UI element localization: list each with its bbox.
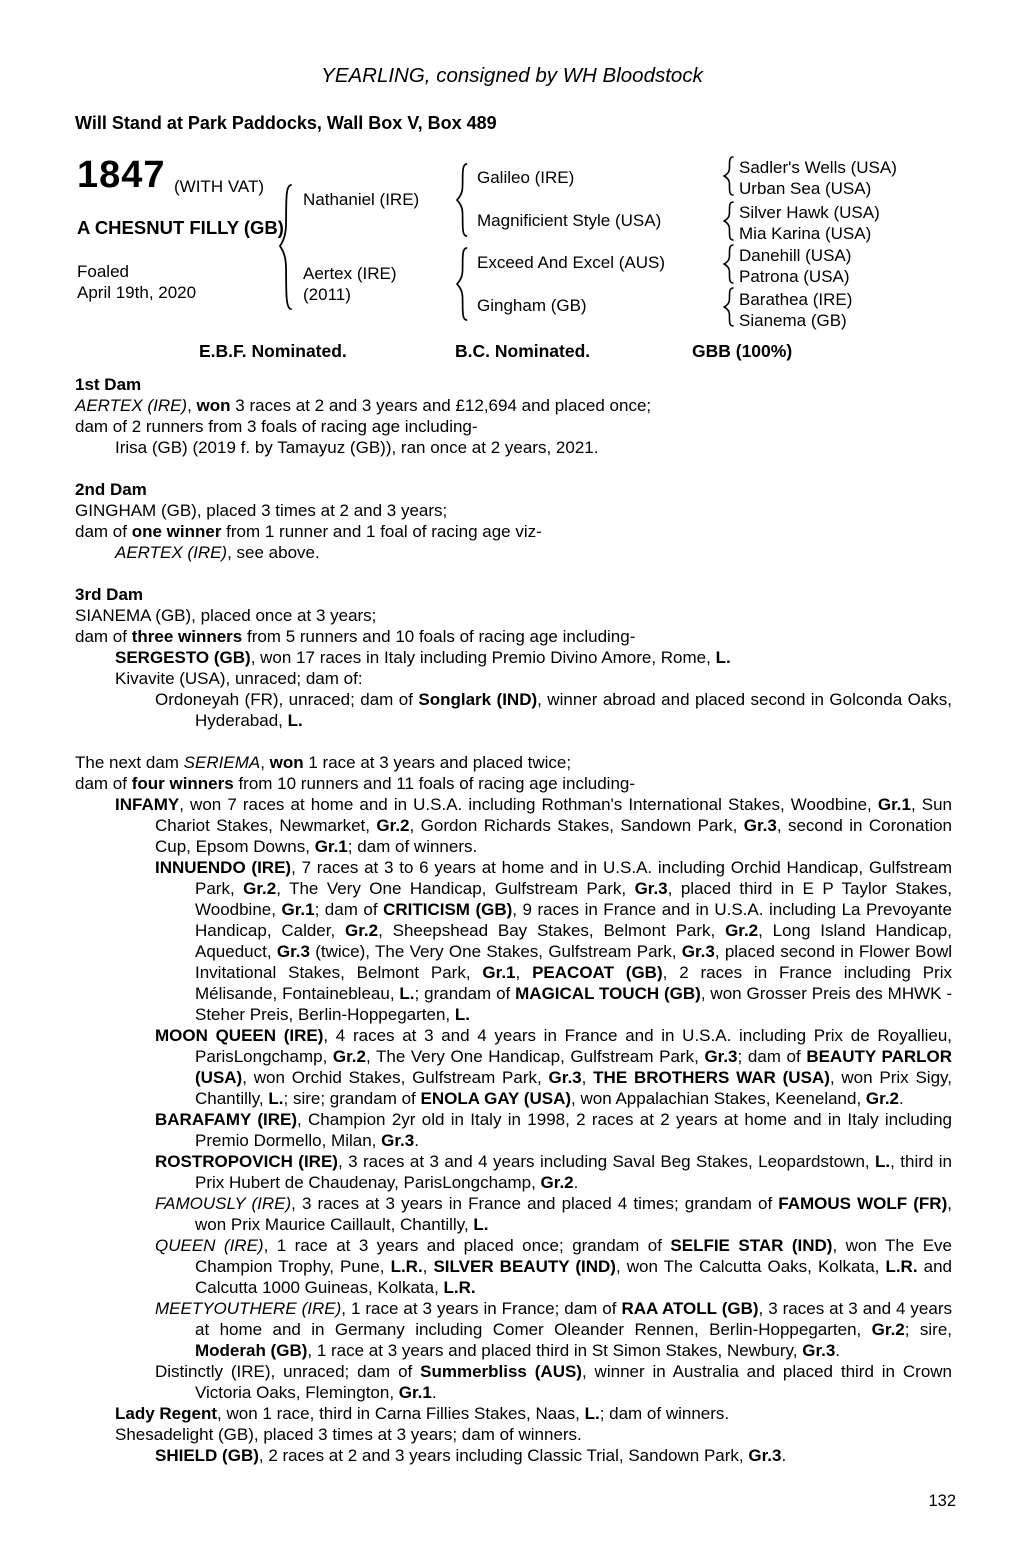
pedigree-text-segment: L. <box>715 648 731 667</box>
pedigree-text-segment: , <box>515 963 533 982</box>
grandsire-name: Galileo (IRE) <box>477 168 575 187</box>
pedigree-text-segment: , won Grosser Preis des MHWK - Steher Preis, Berlin-Hoppegarten, <box>195 984 952 1024</box>
pedigree-text-segment: , won The Calcutta Oaks, Kolkata, <box>615 1257 886 1276</box>
pedigree-text-segment: , Gordon Richards Stakes, Sandown Park, <box>409 816 744 835</box>
pedigree-paragraph <box>75 752 952 773</box>
ebf-nomination: E.B.F. Nominated. <box>199 341 347 361</box>
dam-section-heading: 2nd Dam <box>75 480 147 499</box>
pedigree-paragraph <box>75 857 952 1025</box>
pedigree-brace-icon <box>454 247 470 321</box>
pedigree-text-segment: dam of 2 runners from 3 foals of racing age including- <box>75 417 478 436</box>
pedigree-text-segment: PEACOAT (GB) <box>532 963 663 982</box>
pedigree-text-segment: RAA ATOLL (GB) <box>621 1299 759 1318</box>
great-grandparent-name: Patrona (USA) <box>739 267 850 286</box>
pedigree-text-segment: ; sire, <box>904 1320 953 1339</box>
pedigree-text-segment: INFAMY <box>115 795 180 814</box>
dam-year: (2011) <box>303 285 351 304</box>
pedigree-paragraph <box>75 1025 952 1109</box>
pedigree-text-segment: Gr.2 <box>332 1047 366 1066</box>
pedigree-text-segment: 3 races at 2 and 3 years and £12,694 and placed once; <box>230 396 652 415</box>
pedigree-text-segment: FAMOUSLY (IRE) <box>155 1194 292 1213</box>
pedigree-text-segment: Irisa (GB) (2019 f. by Tamayuz (GB)), ran once at 2 years, 2021. <box>115 438 599 457</box>
pedigree-text-segment: Gr.1 <box>482 963 516 982</box>
pedigree-text-segment: Kivavite (USA), unraced; dam of: <box>115 669 363 688</box>
pedigree-text-segment: , <box>260 753 270 772</box>
stand-location-line: Will Stand at Park Paddocks, Wall Box V, Box 489 <box>75 113 497 133</box>
pedigree-text-segment: Gr.3 <box>276 942 310 961</box>
pedigree-text-segment: L. <box>268 1089 284 1108</box>
grandsire-name: Exceed And Excel (AUS) <box>477 253 666 272</box>
pedigree-text-segment: , 3 races at 3 and 4 years including Saval Beg Stakes, Leopardstown, <box>337 1152 876 1171</box>
pedigree-text-segment: . <box>431 1383 437 1402</box>
pedigree-paragraph <box>75 647 952 668</box>
pedigree-text-segment: and Calcutta 1000 Guineas, Kolkata, <box>195 1257 952 1297</box>
pedigree-text-segment: L. <box>399 984 415 1003</box>
pedigree-text-segment: Gr.2 <box>345 921 379 940</box>
pedigree-text-segment: , won Prix Sigy, Chantilly, <box>195 1068 952 1108</box>
pedigree-brace-icon <box>721 201 735 241</box>
pedigree-text-segment: , won Appalachian Stakes, Keeneland, <box>571 1089 866 1108</box>
pedigree-text-segment: ; grandam of <box>414 984 516 1003</box>
pedigree-text-segment: , The Very One Handicap, Gulfstream Park, <box>366 1047 705 1066</box>
pedigree-text-segment: (twice), The Very One Stakes, Gulfstream Park, <box>309 942 682 961</box>
pedigree-text-segment: dam of <box>75 627 132 646</box>
pedigree-text-segment: QUEEN (IRE) <box>155 1236 264 1255</box>
pedigree-paragraph <box>75 1193 952 1235</box>
pedigree-tree <box>0 150 1024 345</box>
pedigree-text-segment: Moderah (GB) <box>195 1341 308 1360</box>
vat-note: (WITH VAT) <box>174 177 265 196</box>
pedigree-text-segment: one winner <box>131 522 222 541</box>
pedigree-text-segment: GINGHAM (GB), placed 3 times at 2 and 3 years; <box>75 501 448 520</box>
pedigree-text-segment: Gr.2 <box>725 921 759 940</box>
pedigree-text-segment: MAGICAL TOUCH (GB) <box>515 984 701 1003</box>
pedigree-text-segment: , 1 race at 3 years and placed third in St Simon Stakes, Newbury, <box>307 1341 803 1360</box>
pedigree-text-segment: , see above. <box>227 543 320 562</box>
pedigree-text-segment: SERIEMA <box>183 753 261 772</box>
pedigree-text-segment: Gr.3 <box>681 942 715 961</box>
pedigree-text-segment: MEETYOUTHERE (IRE) <box>155 1299 342 1318</box>
pedigree-paragraph <box>75 416 952 437</box>
pedigree-paragraph <box>75 1151 952 1193</box>
pedigree-text-segment: , won The Eve Champion Trophy, Pune, <box>195 1236 952 1276</box>
pedigree-text-segment: L. <box>454 1005 470 1024</box>
pedigree-text-segment: , placed third in E P Taylor Stakes, Woodbine, <box>195 879 952 919</box>
pedigree-paragraph <box>75 1403 952 1424</box>
pedigree-text-segment: Gr.3 <box>381 1131 415 1150</box>
pedigree-text-segment: Gr.1 <box>314 837 348 856</box>
pedigree-text-segment: three winners <box>131 627 243 646</box>
dam-section <box>75 374 952 458</box>
page-title: YEARLING, consigned by WH Bloodstock <box>321 64 703 87</box>
pedigree-text-segment: Gr.3 <box>634 879 668 898</box>
pedigree-text-segment: Ordoneyah (FR), unraced; dam of <box>155 690 419 709</box>
pedigree-text-segment: Gr.1 <box>281 900 315 919</box>
pedigree-text-segment: ; dam of <box>737 1047 807 1066</box>
pedigree-text-segment: THE BROTHERS WAR (USA) <box>593 1068 830 1087</box>
pedigree-text-segment: MOON QUEEN (IRE) <box>155 1026 324 1045</box>
pedigree-text-segment: , 3 races at 3 and 4 years at home and in Germany including Comer Oleander Rennen, Berlin-Hoppegarten, <box>195 1299 952 1339</box>
bc-nomination: B.C. Nominated. <box>455 341 591 361</box>
pedigree-text-segment: dam of <box>75 774 132 793</box>
pedigree-text-segment: , 2 races in France including Prix Mélisande, Fontainebleau, <box>195 963 952 1003</box>
pedigree-text-segment: ENOLA GAY (USA) <box>420 1089 572 1108</box>
pedigree-text-segment: Gr.3 <box>743 816 777 835</box>
pedigree-text-segment: SHIELD (GB) <box>155 1446 259 1465</box>
sire-name: Nathaniel (IRE) <box>303 190 420 209</box>
pedigree-text-segment: AERTEX (IRE) <box>115 543 228 562</box>
pedigree-paragraph <box>75 500 952 521</box>
pedigree-text-segment: from 5 runners and 10 foals of racing age including- <box>242 627 636 646</box>
great-grandparent-name: Danehill (USA) <box>739 246 852 265</box>
pedigree-text-segment: , Long Island Handicap, Aqueduct, <box>195 921 952 961</box>
pedigree-text-segment: Gr.3 <box>704 1047 738 1066</box>
great-grandparent-name: Urban Sea (USA) <box>739 179 872 198</box>
dam-section-heading: 3rd Dam <box>75 585 144 604</box>
pedigree-text-segment: SERGESTO (GB) <box>115 648 251 667</box>
pedigree-text-segment: won <box>196 396 231 415</box>
dam-section <box>75 752 952 1466</box>
dam-section-heading: 1st Dam <box>75 375 142 394</box>
pedigree-brace-icon <box>721 244 735 284</box>
pedigree-paragraph <box>75 605 952 626</box>
pedigree-text-segment: Gr.2 <box>243 879 277 898</box>
pedigree-text-segment: SELFIE STAR (IND) <box>670 1236 833 1255</box>
pedigree-text-segment: BARAFAMY (IRE) <box>155 1110 297 1129</box>
gbb-nomination: GBB (100%) <box>692 341 793 361</box>
pedigree-text-segment: , 4 races at 3 and 4 years in France and in U.S.A. including Prix de Royallieu, ParisLongchamp, <box>195 1026 953 1066</box>
pedigree-text-segment: , won 17 races in Italy including Premio Divino Amore, Rome, <box>250 648 716 667</box>
pedigree-paragraph <box>75 1235 952 1298</box>
pedigree-paragraph <box>75 689 952 731</box>
pedigree-text-segment: L.R. <box>885 1257 918 1276</box>
pedigree-text-segment: L. <box>473 1215 489 1234</box>
great-grandparent-name: Sianema (GB) <box>739 311 847 330</box>
pedigree-text-segment: won <box>269 753 304 772</box>
pedigree-brace-icon <box>277 184 295 310</box>
pedigree-text-segment: , 9 races in France and in U.S.A. including La Prevoyante Handicap, Calder, <box>195 900 952 940</box>
pedigree-paragraph <box>75 1361 952 1403</box>
pedigree-paragraph <box>75 395 952 416</box>
pedigree-paragraph <box>75 794 952 857</box>
pedigree-text-segment: Distinctly (IRE), unraced; dam of <box>155 1362 421 1381</box>
pedigree-text-segment: , 1 race at 3 years in France; dam of <box>341 1299 622 1318</box>
dam-name <box>303 263 397 305</box>
pedigree-text-segment: BEAUTY PARLOR (USA) <box>195 1047 953 1087</box>
pedigree-text-segment: , second in Coronation Cup, Epsom Downs, <box>155 816 953 856</box>
pedigree-text-segment: , 3 races at 3 years in France and placed 4 times; grandam of <box>291 1194 779 1213</box>
pedigree-text-segment: Gr.3 <box>748 1446 782 1465</box>
pedigree-paragraph <box>75 542 952 563</box>
pedigree-text-segment: , Sheepshead Bay Stakes, Belmont Park, <box>378 921 726 940</box>
pedigree-text-segment: , winner abroad and placed second in Golconda Oaks, Hyderabad, <box>195 690 953 730</box>
pedigree-text-segment: ROSTROPOVICH (IRE) <box>155 1152 338 1171</box>
pedigree-brace-icon <box>721 287 735 327</box>
pedigree-text-segment: ; dam of <box>314 900 384 919</box>
pedigree-text-segment: Gr.3 <box>548 1068 582 1087</box>
pedigree-text-segment: FAMOUS WOLF (FR) <box>778 1194 948 1213</box>
pedigree-paragraph <box>75 773 952 794</box>
dam-section <box>75 584 952 731</box>
pedigree-text-segment: from 1 runner and 1 foal of racing age viz- <box>221 522 542 541</box>
pedigree-text-segment: dam of <box>75 522 132 541</box>
pedigree-text-segment: L. <box>584 1404 600 1423</box>
pedigree-text-segment: . <box>414 1131 419 1150</box>
pedigree-text-segment: CRITICISM (GB) <box>383 900 513 919</box>
pedigree-text-segment: Gr.2 <box>865 1089 900 1108</box>
pedigree-text-segment: AERTEX (IRE) <box>75 396 188 415</box>
pedigree-text-segment: Gr.2 <box>540 1173 574 1192</box>
pedigree-text-segment: Gr.3 <box>802 1341 836 1360</box>
dam-name-line: Aertex (IRE) <box>303 264 397 283</box>
pedigree-text-segment: . <box>835 1341 841 1360</box>
foaled-label: Foaled <box>77 262 129 281</box>
pedigree-text <box>75 353 952 1466</box>
pedigree-text-segment: Summerbliss (AUS) <box>420 1362 582 1381</box>
page-number: 132 <box>928 1492 956 1510</box>
pedigree-text-segment: , won Prix Maurice Caillault, Chantilly, <box>195 1194 952 1234</box>
pedigree-text-segment: , Champion 2yr old in Italy in 1998, 2 races at 2 years at home and in Italy including Premio Dormello, Milan, <box>195 1110 952 1150</box>
pedigree-paragraph <box>75 521 952 542</box>
pedigree-text-segment: . <box>781 1446 787 1465</box>
pedigree-text-segment: L. <box>875 1152 891 1171</box>
pedigree-text-segment: . <box>573 1173 579 1192</box>
pedigree-text-segment: L.R. <box>443 1278 476 1297</box>
pedigree-paragraph <box>75 1445 952 1466</box>
pedigree-text-segment: , won 7 races at home and in U.S.A. including Rothman's International Stakes, Woodbine, <box>179 795 878 814</box>
pedigree-text-segment: . <box>899 1089 904 1108</box>
pedigree-text-segment: Gr.1 <box>877 795 911 814</box>
lot-number: 1847 <box>77 154 166 196</box>
pedigree-text-segment: L. <box>287 711 303 730</box>
pedigree-paragraph <box>75 1298 952 1361</box>
pedigree-brace-icon <box>454 163 470 237</box>
pedigree-paragraph <box>75 1109 952 1151</box>
pedigree-text-segment: , won Orchid Stakes, Gulfstream Park, <box>242 1068 549 1087</box>
pedigree-text-segment: 1 race at 3 years and placed twice; <box>303 753 572 772</box>
great-grandparent-name: Silver Hawk (USA) <box>739 203 880 222</box>
great-grandparent-name: Mia Karina (USA) <box>739 224 872 243</box>
horse-name: A CHESNUT FILLY (GB) <box>77 217 284 238</box>
pedigree-text-segment: , third in Prix Hubert de Chaudenay, ParisLongchamp, <box>195 1152 952 1192</box>
pedigree-text-segment: , <box>187 396 197 415</box>
pedigree-text-segment: SIANEMA (GB), placed once at 3 years; <box>75 606 377 625</box>
pedigree-paragraph <box>75 437 952 458</box>
pedigree-text-segment: SILVER BEAUTY (IND) <box>433 1257 616 1276</box>
dam-section <box>75 479 952 563</box>
pedigree-text-segment: Lady Regent <box>115 1404 218 1423</box>
pedigree-text-segment: Gr.2 <box>871 1320 905 1339</box>
pedigree-text-segment: , <box>581 1068 594 1087</box>
pedigree-text-segment: ; dam of winners. <box>347 837 478 856</box>
pedigree-text-segment: , 2 races at 2 and 3 years including Classic Trial, Sandown Park, <box>258 1446 749 1465</box>
pedigree-text-segment: , winner in Australia and placed third in Crown Victoria Oaks, Flemington, <box>195 1362 952 1402</box>
pedigree-text-segment: , <box>422 1257 434 1276</box>
pedigree-text-segment: Shesadelight (GB), placed 3 times at 3 years; dam of winners. <box>115 1425 582 1444</box>
great-grandparent-name: Sadler's Wells (USA) <box>739 158 897 177</box>
granddam-name: Gingham (GB) <box>477 296 587 315</box>
pedigree-text-segment: , The Very One Handicap, Gulfstream Park, <box>276 879 635 898</box>
great-grandparent-name: Barathea (IRE) <box>739 290 853 309</box>
pedigree-paragraph <box>75 668 952 689</box>
granddam-name: Magnificient Style (USA) <box>477 211 662 230</box>
pedigree-text-segment: ; dam of winners. <box>599 1404 730 1423</box>
pedigree-text-segment: Songlark (IND) <box>418 690 538 709</box>
pedigree-text-segment: ; sire; grandam of <box>283 1089 421 1108</box>
pedigree-text-segment: INNUENDO (IRE) <box>155 858 292 877</box>
pedigree-text-segment: from 10 runners and 11 foals of racing age including- <box>233 774 636 793</box>
pedigree-text-segment: four winners <box>131 774 234 793</box>
pedigree-text-segment: , won 1 race, third in Carna Fillies Stakes, Naas, <box>217 1404 585 1423</box>
pedigree-text-segment: , 7 races at 3 to 6 years at home and in U.S.A. including Orchid Handicap, Gulfstream Park, <box>195 858 952 898</box>
pedigree-paragraph <box>75 1424 952 1445</box>
pedigree-brace-icon <box>721 156 735 196</box>
pedigree-text-segment: L.R. <box>390 1257 423 1276</box>
pedigree-paragraph <box>75 626 952 647</box>
pedigree-text-segment: , Sun Chariot Stakes, Newmarket, <box>155 795 952 835</box>
pedigree-text-segment: The next dam <box>75 753 184 772</box>
pedigree-text-segment: Gr.1 <box>398 1383 432 1402</box>
pedigree-text-segment: , 1 race at 3 years and placed once; grandam of <box>263 1236 671 1255</box>
pedigree-text-segment: Gr.2 <box>376 816 410 835</box>
pedigree-text-segment: , placed second in Flower Bowl Invitational Stakes, Belmont Park, <box>195 942 953 982</box>
foaled-date: April 19th, 2020 <box>77 283 197 302</box>
